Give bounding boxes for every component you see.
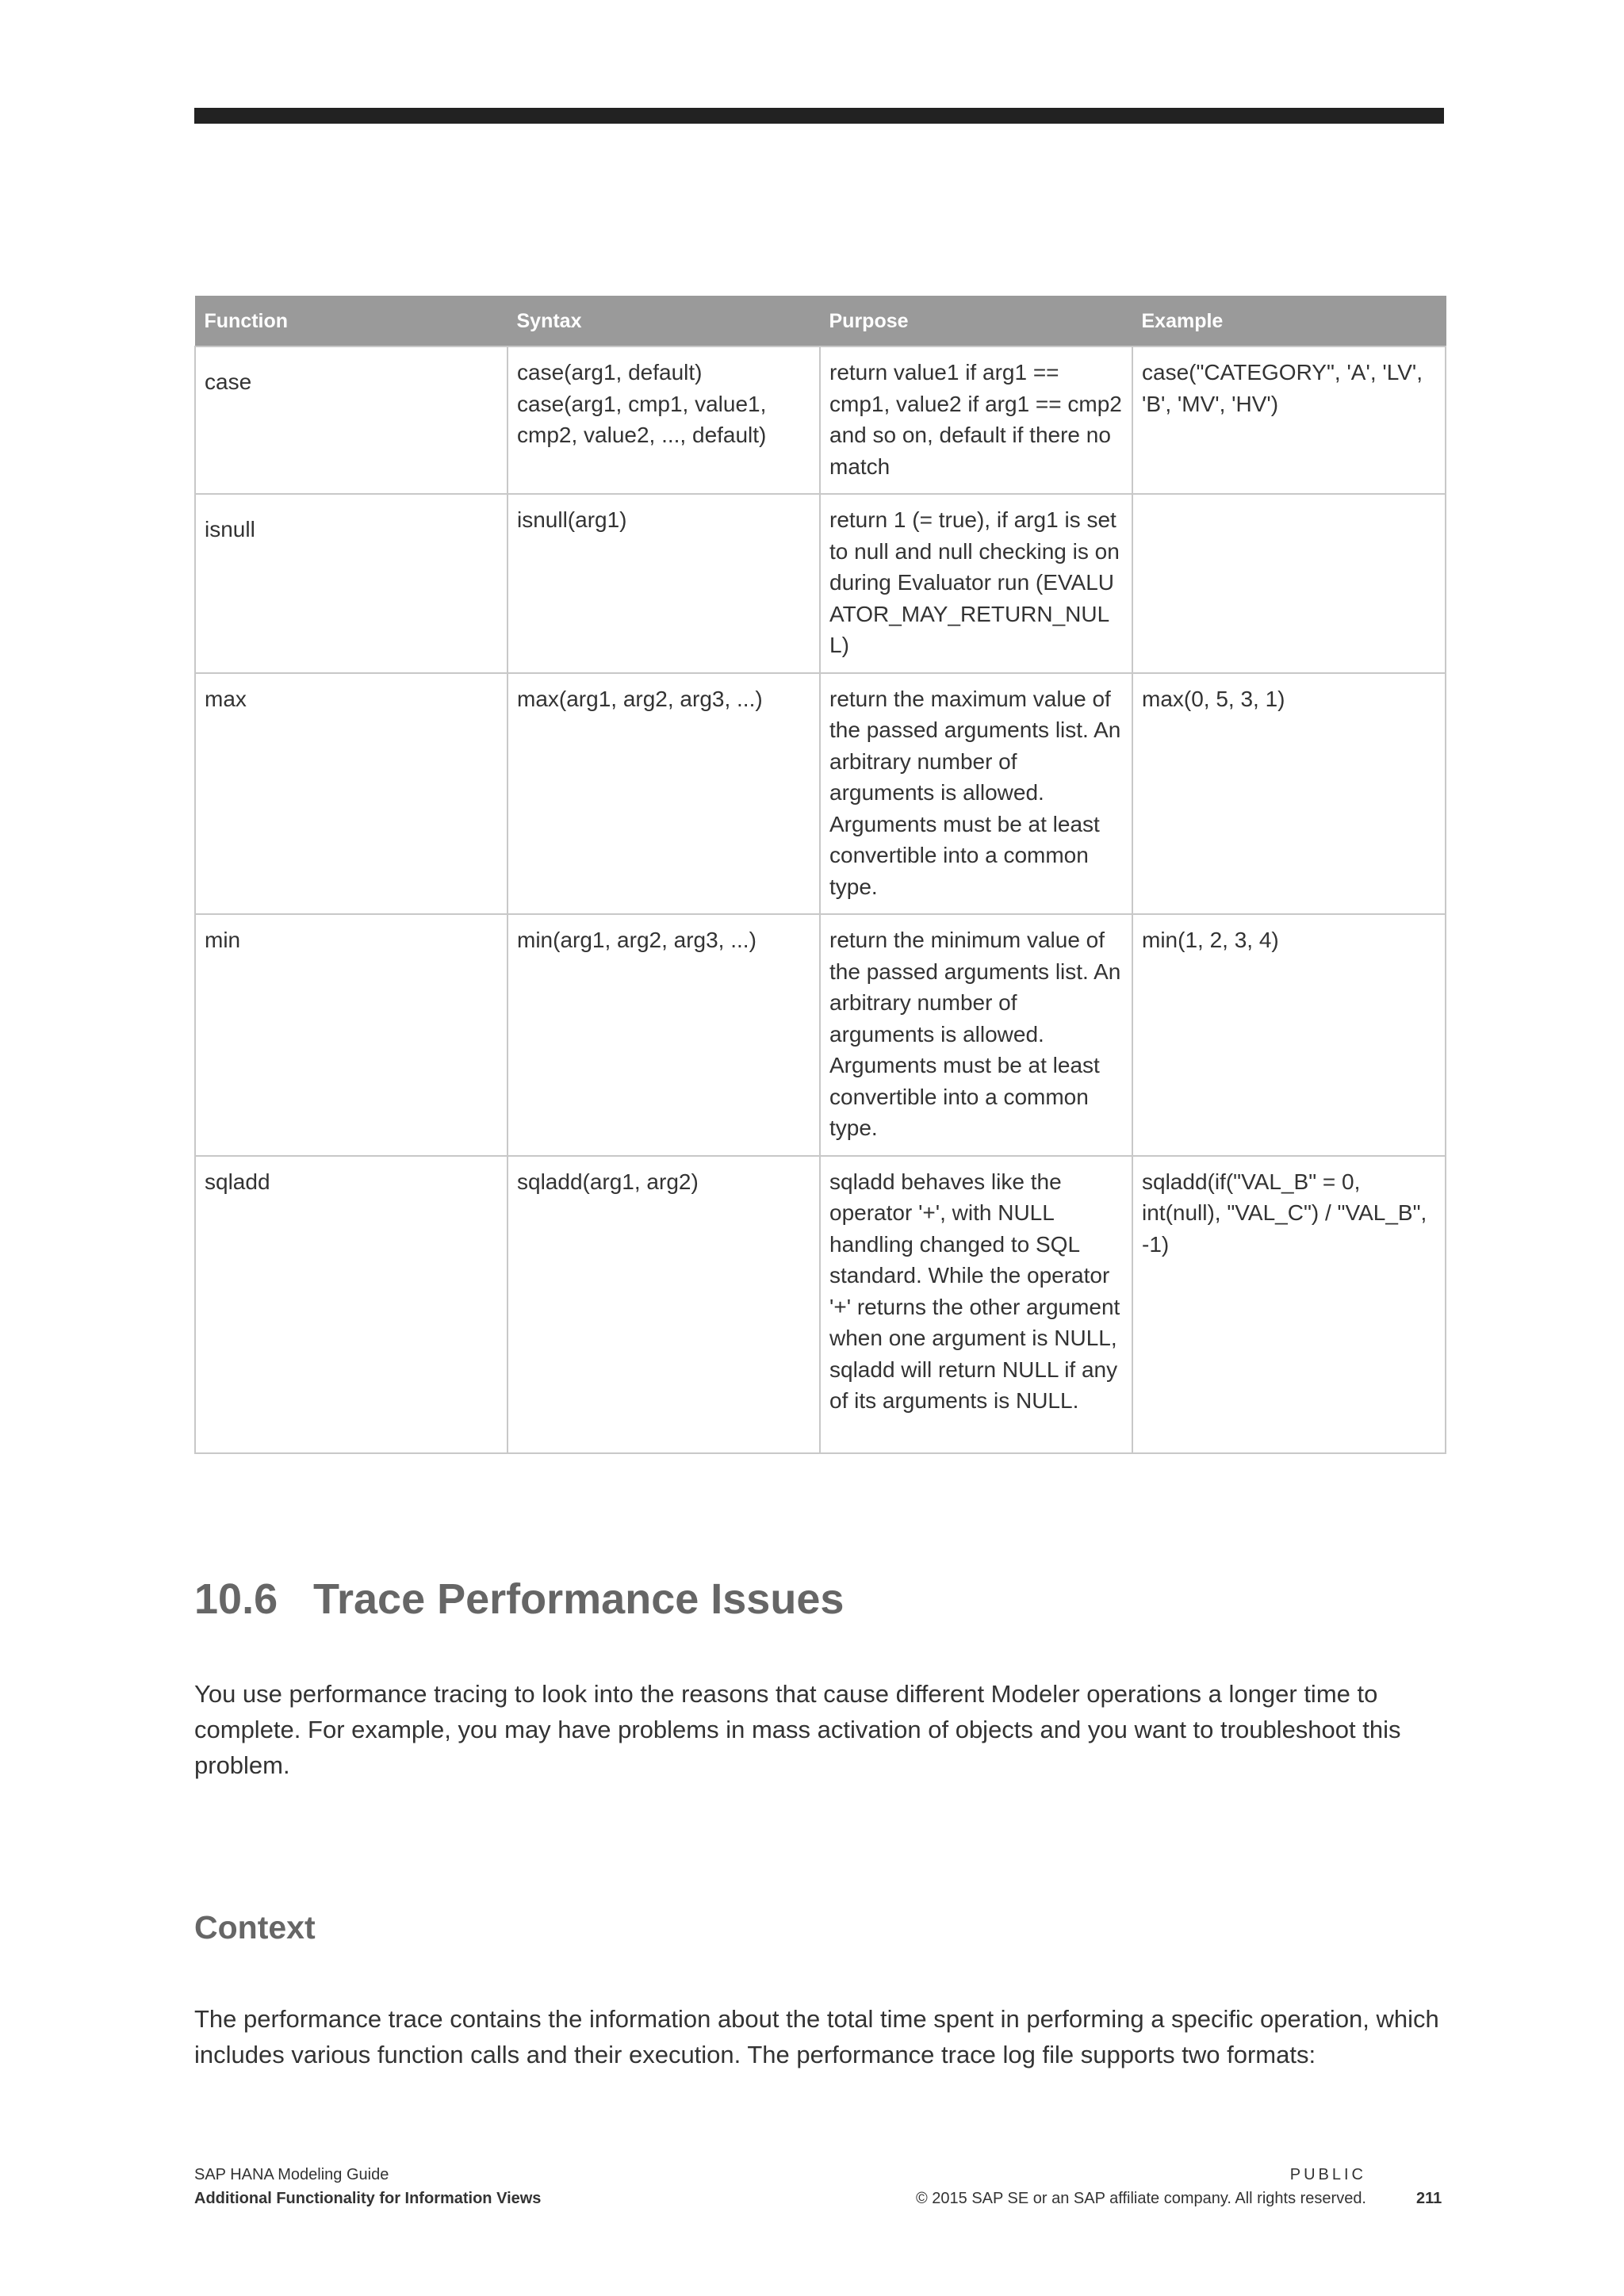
header-purpose: Purpose: [820, 297, 1132, 347]
function-cell: case: [195, 346, 508, 494]
purpose-cell: return 1 (= true), if arg1 is set to null and null checking is on during Evaluator run (EVALUATOR_MAY_RETURN_NULL): [820, 494, 1132, 673]
table-row: [195, 494, 1446, 673]
table-row: [195, 673, 1446, 915]
footer-right: [916, 2163, 1366, 2210]
example-cell: min(1, 2, 3, 4): [1132, 914, 1446, 1156]
table-row: [195, 346, 1446, 494]
guide-title: SAP HANA Modeling Guide: [194, 2166, 389, 2183]
section-number: 10.6: [194, 1575, 278, 1623]
syntax-line: isnull(arg1): [517, 507, 627, 532]
footer-left: [194, 2163, 541, 2210]
section-heading: [194, 1575, 844, 1624]
header-example: Example: [1132, 297, 1446, 347]
function-cell: sqladd: [195, 1156, 508, 1453]
page-number: 211: [1416, 2190, 1442, 2207]
syntax-line: case(arg1, default): [517, 360, 703, 385]
table-header-row: [195, 297, 1446, 347]
syntax-line: max(arg1, arg2, arg3, ...): [517, 686, 763, 711]
table-row: [195, 1156, 1446, 1453]
header-syntax: Syntax: [508, 297, 820, 347]
section-title: Trace Performance Issues: [313, 1575, 845, 1623]
chapter-title: Additional Functionality for Information Views: [194, 2190, 542, 2207]
function-cell: min: [195, 914, 508, 1156]
purpose-cell: sqladd behaves like the operator '+', with NULL handling changed to SQL standard. While the operator '+' returns the other argument when one argument is NULL, sqladd will return NULL if any of its arguments is NULL.: [820, 1156, 1132, 1453]
example-cell: sqladd(if("VAL_B" = 0, int(null), "VAL_C") / "VAL_B", -1): [1132, 1156, 1446, 1453]
purpose-cell: return the minimum value of the passed arguments list. An arbitrary number of arguments is allowed. Arguments must be at least convertible into a common type.: [820, 914, 1132, 1156]
example-cell: [1132, 494, 1446, 673]
table-row: [195, 914, 1446, 1156]
function-cell: isnull: [195, 494, 508, 673]
context-paragraph: The performance trace contains the information about the total time spent in performing a specific operation, which includes various function calls and their execution. The performance trace log file supports two formats:: [194, 2005, 1439, 2068]
example-cell: max(0, 5, 3, 1): [1132, 673, 1446, 915]
syntax-line: min(arg1, arg2, arg3, ...): [517, 928, 756, 952]
classification-label: PUBLIC: [1289, 2166, 1366, 2183]
syntax-cell: [508, 673, 820, 915]
function-cell: max: [195, 673, 508, 915]
syntax-cell: [508, 914, 820, 1156]
copyright-text: © 2015 SAP SE or an SAP affiliate company. All rights reserved.: [915, 2190, 1366, 2207]
top-rule: [194, 108, 1444, 124]
syntax-line: sqladd(arg1, arg2): [517, 1169, 699, 1194]
functions-table: [194, 296, 1446, 1454]
purpose-cell: return value1 if arg1 == cmp1, value2 if arg1 == cmp2 and so on, default if there no match: [820, 346, 1132, 494]
purpose-cell: return the maximum value of the passed arguments list. An arbitrary number of arguments is allowed. Arguments must be at least convertible into a common type.: [820, 673, 1132, 915]
context-heading: Context: [194, 1909, 316, 1946]
syntax-line: case(arg1, cmp1, value1, cmp2, value2, ..., default): [517, 391, 767, 447]
example-cell: case("CATEGORY", 'A', 'LV', 'B', 'MV', 'HV'): [1132, 346, 1446, 494]
syntax-cell: [508, 494, 820, 673]
header-function: Function: [195, 297, 508, 347]
syntax-cell: [508, 1156, 820, 1453]
intro-paragraph: You use performance tracing to look into the reasons that cause different Modeler operations a longer time to complete. For example, you may have problems in mass activation of objects and you want to troubleshoot this problem.: [194, 1680, 1401, 1779]
syntax-cell: [508, 346, 820, 494]
